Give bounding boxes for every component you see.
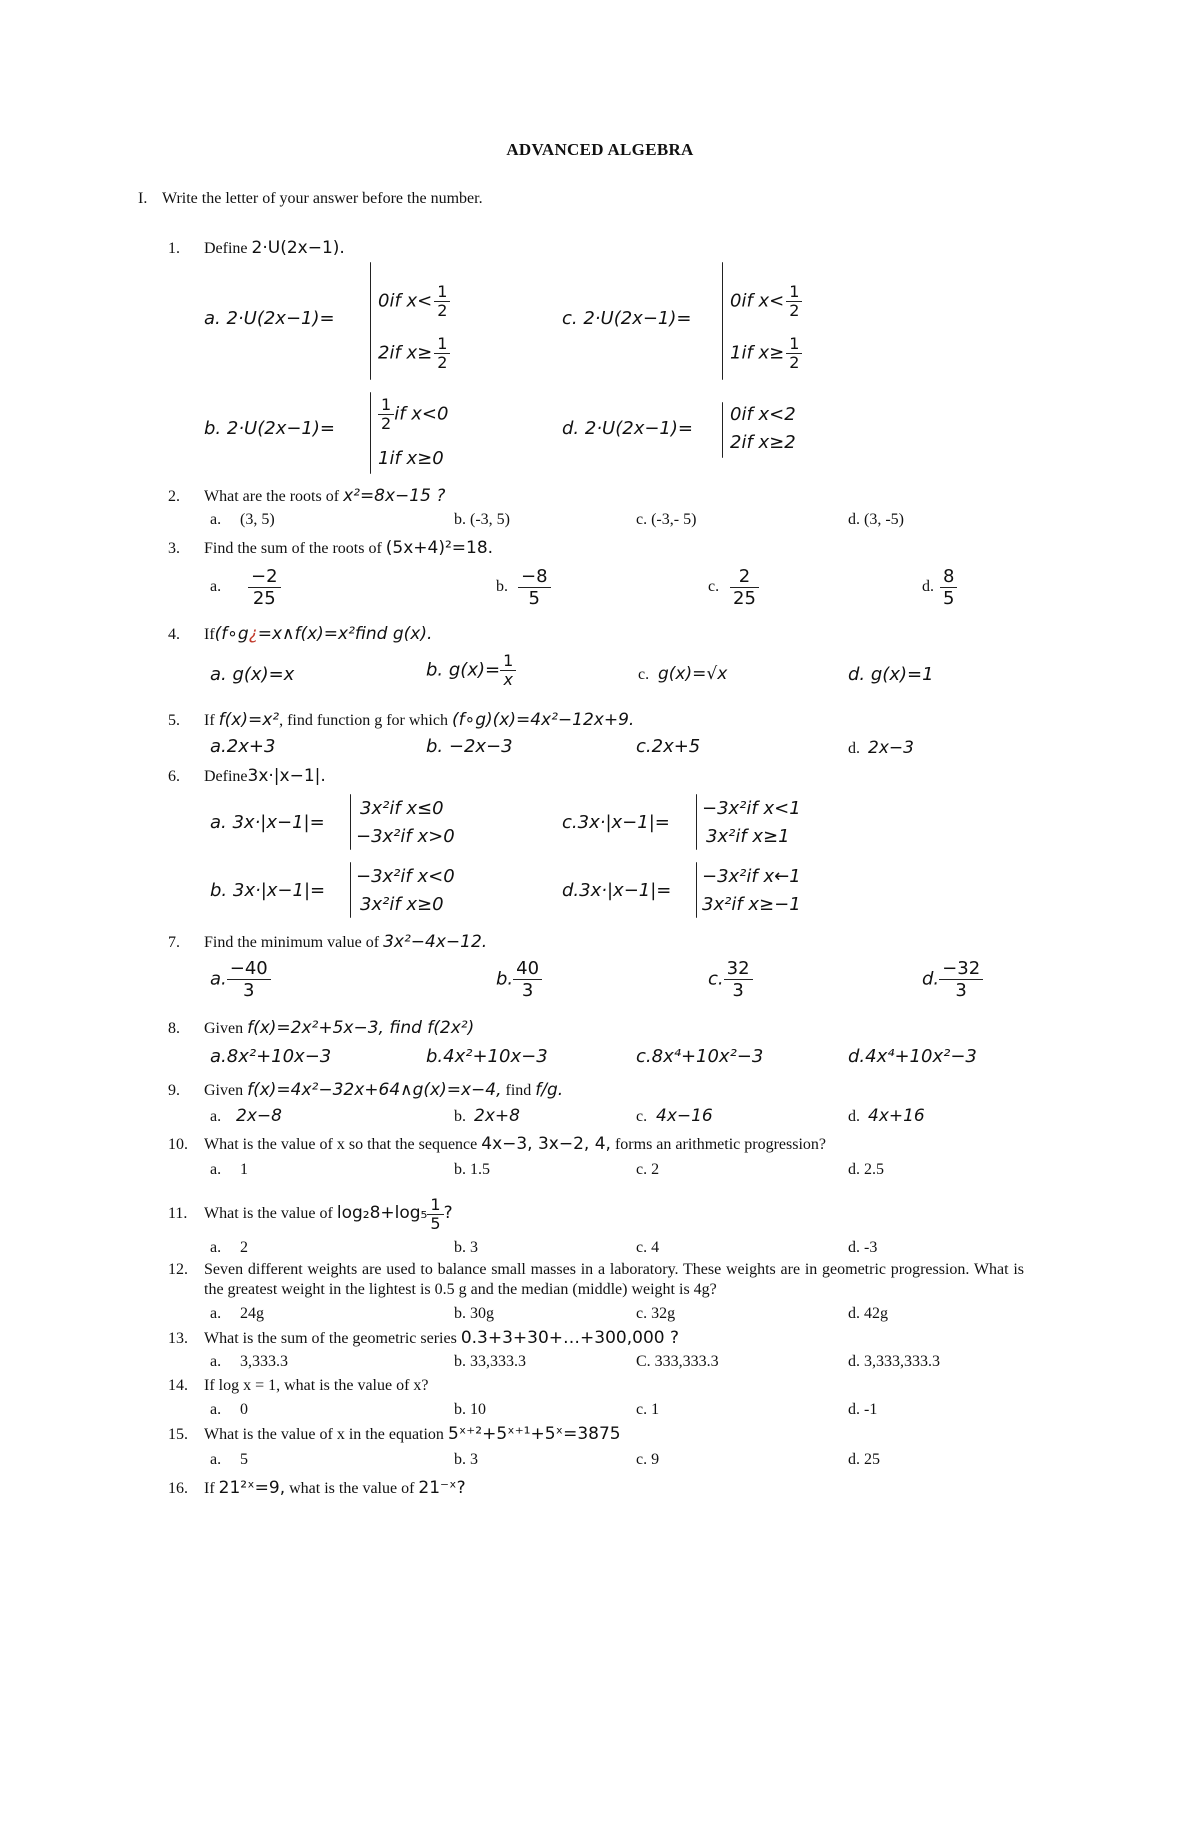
q12-option-b: b. 30g [454,1305,494,1322]
q13-option-c: C. 333,333.3 [636,1353,719,1370]
option-lhs: d. 2·U(2x−1)= [562,418,693,439]
question-number: 7. [168,934,180,951]
question-stem: Define [204,240,248,257]
option-case-2: 2if x≥2 [730,432,796,453]
q14-option-a: a. 0 [210,1401,248,1418]
q5-option-c: c.2x+5 [636,736,701,757]
option-case-2: 1if x≥ $\frac{1}{2}$ [730,335,802,372]
q5-option-a: a.2x+3 [210,736,276,757]
question-3 [168,538,493,559]
question-15: 15. What is the value of x in the equation 5ˣ⁺²+5ˣ⁺¹+5ˣ=3875 [168,1424,621,1444]
question-stem: Define [204,768,248,785]
q2-option-c: c. (-3,- 5) [636,511,697,528]
q9-option-d: d. 4x+16 [848,1106,925,1126]
option-lhs: b. 2·U(2x−1)= [204,418,335,439]
option-case-2: 1if x≥0 [378,448,444,469]
question-number: 13. [168,1330,188,1347]
question-number: 9. [168,1082,180,1099]
question-math: (f∘g¿=x∧f(x)=x²find g(x). [214,624,433,644]
q11-option-b: b. 3 [454,1239,478,1256]
question-12-text: Seven different weights are used to balance small masses in a laboratory. These weights are in geometric progression. What is the greatest weight in the lightest is 0.5 g and the median (middle) weight is 4g? [204,1261,1024,1298]
question-stem: If [204,626,215,643]
q8-option-d: d.4x⁴+10x²−3 [848,1046,977,1067]
q13-option-b: b. 33,333.3 [454,1353,526,1370]
q7-option-b: b. $\frac{40}{3}$ [496,958,542,1001]
q3-option-c: c. $\frac{2}{25}$ [708,566,759,609]
question-math: 3x²−4x−12. [383,932,488,952]
question-number: 3. [168,540,180,557]
option-case-1: 0if x<2 [730,404,796,425]
q7-option-d: d. $\frac{-32}{3}$ [922,958,983,1001]
q12-option-d: d. 42g [848,1305,888,1322]
q7-option-c: c. $\frac{32}{3}$ [708,958,753,1001]
q8-option-a: a.8x²+10x−3 [210,1046,332,1067]
q11-option-c: c. 4 [636,1239,660,1256]
option-case-1: 0if x< $\frac{1}{2}$ [378,283,450,320]
q15-option-b: b. 3 [454,1451,478,1468]
q9-option-b: b. 2x+8 [454,1106,520,1126]
q3-option-d: d. $\frac{8}{5}$ [922,566,957,609]
question-stem: Given [204,1020,244,1037]
piecewise-brace [370,392,371,474]
page-title: ADVANCED ALGEBRA [506,140,694,159]
instruction-roman: I. [138,190,148,207]
q13-option-a: a. 3,333.3 [210,1353,288,1370]
q9-option-c: c. 4x−16 [636,1106,713,1126]
q11-option-d: d. -3 [848,1239,878,1256]
option-case-2: 2if x≥ $\frac{1}{2}$ [378,335,450,372]
q10-option-c: c. 2 [636,1161,660,1178]
worksheet-page: ADVANCED ALGEBRA I. Write the letter of your answer before the number. 1. Define 2·U(2x−1). a. 2·U(2x−1)= 0if x< $\frac{1}{2}$ 2if x≥ $\frac{1}{2}$ c. 2·U(2x−1)= 0if x< $\frac{1}{2}$ 1if x≥ $\frac{1}{2}$ b. 2·U(2x−1)= $\frac{1}{2}$ if x<0 1if x≥0 d. 2·U(2x−1)= 0if x<2 2if x≥2 2. What are the roots of x²=8x−15 ? a. (3, 5) b. (-3, 5) c. (-3,- 5) d. (3, -5) 3. Find the sum of the roots of (5x+4)²=18. a. $\frac{-2}{25}$ b. $\frac{-8}{5}$ c. $\frac{2}{25}$ d. $\frac{8}{5}$ 4. If(f∘g¿=x∧f(x)=x²find g(x). a. g(x)=x b. g(x)= $\frac{1}{x}$ c. g(x)=√x d. g(x)=1 5. If f(x)=x², find function g for which (f∘g)(x)=4x²−12x+9. a.2x+3 b. −2x−3 c.2x+5 d. 2x−3 6. Define3x·|x−1|. a. 3x·|x−1|= 3x²if x≤0 −3x²if x>0 c.3x·|x−1|= −3x²if x<1 3x²if x≥1 b. 3x·|x−1|= −3x²if x<0 3x²if x≥0 d.3x·|x−1|= −3x²if x←1 3x²if x≥−1 7. Find the minimum value of 3x²−4x−12. a. $\frac{-40}{3}$ b. $\frac{40}{3}$ c. $\frac{32}{3}$ d. $\frac{-32}{3}$ 8. Given f(x)=2x²+5x−3, find f(2x²) a.8x²+10x−3 b.4x²+10x−3 c.8x⁴+10x²−3 d.4x⁴+10x²−3 9. Given f(x)=4x²−32x+64∧g(x)=x−4, find f/g. a. 2x−8 b. 2x+8 c. 4x−16 d. 4x+16 10. What is the value of x so that the sequence 4x−3, 3x−2, 4, forms an arithmetic progression? a. 1 b. 1.5 c. 2 d. 2.5 11. What is the value of log₂8+log₅ $\frac{1}{5}$ ? a. 2 b. 3 c. 4 d. -3 12. Seven different weights are used to balance small masses in a laboratory. These weights are in geometric progression. What is the greatest weight in the lightest is 0.5 g and the median (middle) weight is 4g? a. 24g b. 30g c. 32g d. 42g 13. What is the sum of the geometric series 0.3+3+30+…+300,000 ? a. 3,333.3 b. 33,333.3 C. 333,333.3 d. 3,333,333.3 14. If log x = 1, what is the value of x? a. 0 b. 10 c. 1 d. -1 15. What is the value of x in the equation 5ˣ⁺²+5ˣ⁺¹+5ˣ=3875 a. 5 b. 3 c. 9 d. 25 16. If 21²ˣ=9, what is the value of 21⁻ˣ? [0,0,1200,1835]
piecewise-brace [370,262,371,380]
question-number: 14. [168,1377,188,1394]
q3-option-b: b. $\frac{-8}{5}$ [496,566,551,609]
question-number: 10. [168,1136,188,1153]
option-case-1: $\frac{1}{2}$ if x<0 [378,396,448,433]
q10-option-b: b. 1.5 [454,1161,490,1178]
question-number: 6. [168,768,180,785]
q15-option-a: a. 5 [210,1451,248,1468]
q14-option-d: d. -1 [848,1401,878,1418]
question-math: f(x)=2x²+5x−3, find f(2x²) [247,1018,475,1038]
question-4 [168,624,432,645]
question-number: 11. [168,1205,188,1223]
q4-option-c: c. g(x)=√x [638,664,728,684]
piecewise-brace [722,402,723,458]
question-10: 10. What is the value of x so that the sequence 4x−3, 3x−2, 4, forms an arithmetic progression? [168,1134,827,1154]
piecewise-brace [350,862,351,918]
q5-option-b: b. −2x−3 [426,736,513,757]
piecewise-brace [696,862,697,918]
q7-option-a: a. $\frac{-40}{3}$ [210,958,271,1001]
question-math: (5x+4)²=18. [385,538,494,558]
question-1 [168,238,345,259]
q4-option-d: d. g(x)=1 [848,664,934,685]
question-stem: Find the sum of the roots of [204,540,382,557]
question-math: 2·U(2x−1). [251,238,345,258]
question-7 [168,932,487,953]
q4-option-b: b. g(x)= $\frac{1}{x}$ [426,652,516,689]
q8-option-b: b.4x²+10x−3 [426,1046,548,1067]
q15-option-c: c. 9 [636,1451,660,1468]
q9-option-a: a. 2x−8 [210,1106,282,1126]
option-lhs: c. 2·U(2x−1)= [562,308,692,329]
question-stem: What are the roots of [204,488,340,505]
question-stem: Find the minimum value of [204,934,380,951]
q3-option-a: a. $\frac{-2}{25}$ [210,566,281,609]
q12-option-c: c. 32g [636,1305,676,1322]
q13-option-d: d. 3,333,333.3 [848,1353,940,1370]
question-9: 9. Given f(x)=4x²−32x+64∧g(x)=x−4, find f/g. [168,1080,564,1100]
q14-option-c: c. 1 [636,1401,660,1418]
question-14: 14. If log x = 1, what is the value of x? [168,1377,429,1394]
q12-option-a: a. 24g [210,1305,264,1322]
q10-option-d: d. 2.5 [848,1161,884,1178]
q8-option-c: c.8x⁴+10x²−3 [636,1046,764,1067]
q10-option-a: a. 1 [210,1161,248,1178]
question-number: 8. [168,1020,180,1037]
q5-option-d: d. 2x−3 [848,738,914,758]
question-13: 13. What is the sum of the geometric series 0.3+3+30+…+300,000 ? [168,1328,679,1348]
piecewise-brace [350,794,351,850]
question-12-number: 12. [168,1261,188,1278]
question-5: 5. If f(x)=x², find function g for which (f∘g)(x)=4x²−12x+9. [168,710,635,730]
instruction-text: Write the letter of your answer before the number. [162,190,483,207]
question-math: 3x·|x−1|. [247,766,326,786]
question-number: 4. [168,626,180,643]
q14-option-b: b. 10 [454,1401,486,1418]
question-2 [168,486,445,507]
option-case-1: 0if x< $\frac{1}{2}$ [730,283,802,320]
q15-option-d: d. 25 [848,1451,880,1468]
q2-option-b: b. (-3, 5) [454,511,510,528]
piecewise-brace [696,794,697,850]
q2-option-a: a. (3, 5) [210,511,275,528]
question-16: 16. If 21²ˣ=9, what is the value of 21⁻ˣ? [168,1478,466,1498]
question-number: 5. [168,712,180,729]
instruction [138,190,483,208]
question-number: 16. [168,1480,188,1497]
q2-option-d: d. (3, -5) [848,511,904,528]
piecewise-brace [722,262,723,380]
option-lhs: a. 2·U(2x−1)= [204,308,335,329]
q4-option-a: a. g(x)=x [210,664,295,685]
question-math: x²=8x−15 ? [343,486,446,506]
question-number: 2. [168,488,180,505]
q11-option-a: a. 2 [210,1239,248,1256]
question-11: 11. What is the value of log₂8+log₅ $\frac{1}{5}$ ? [168,1195,453,1233]
question-6 [168,766,326,787]
question-number: 15. [168,1426,188,1443]
question-number: 1. [168,240,180,257]
question-8 [168,1018,474,1039]
